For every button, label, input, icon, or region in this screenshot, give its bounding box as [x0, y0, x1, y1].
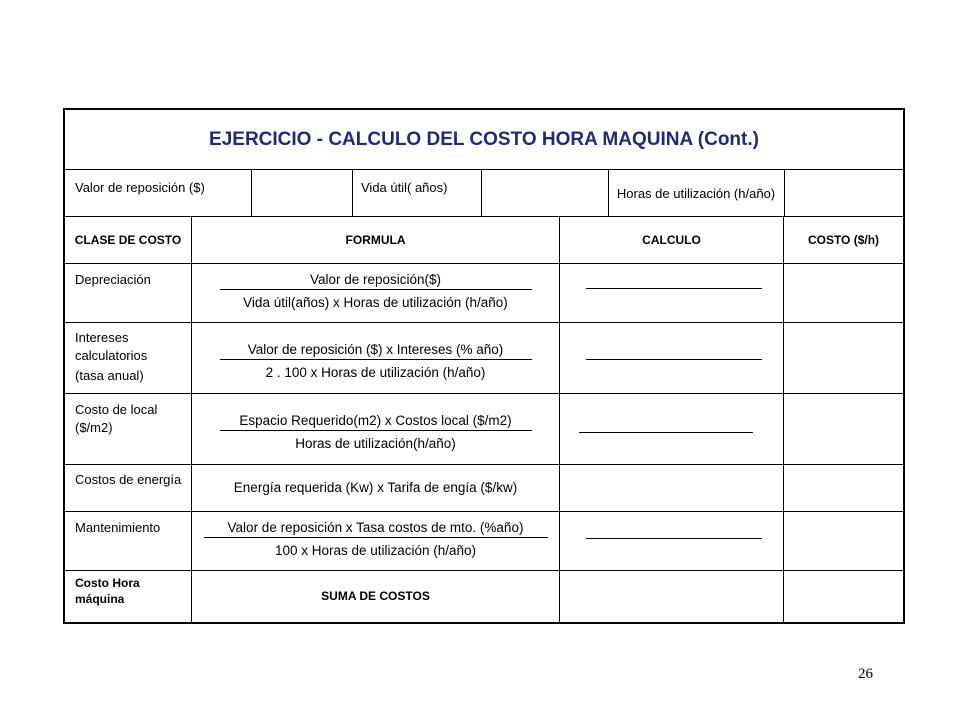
valor-reposicion-label: Valor de reposición ($) — [75, 180, 205, 195]
formula-denominator: 100 x Horas de utilización (h/año) — [274, 543, 477, 558]
calculo-blank-line[interactable] — [579, 432, 753, 433]
calculo-blank-line[interactable] — [586, 359, 762, 360]
row-clase-depreciacion: Depreciación — [75, 272, 151, 287]
header-formula: FORMULA — [345, 232, 406, 247]
valor-reposicion-input[interactable] — [252, 169, 352, 216]
header-clase: CLASE DE COSTO — [74, 232, 182, 247]
table-title: EJERCICIO - CALCULO DEL COSTO HORA MAQUINA (Cont.) — [65, 110, 903, 170]
row-clase-intereses — [75, 329, 189, 385]
formula-numerator: Espacio Requerido(m2) x Costos local ($/m2) — [220, 413, 532, 431]
formula-energia: Energía requerida (Kw) x Tarifa de engía ($/kw) — [233, 480, 518, 495]
horas-utilizacion-input[interactable] — [785, 169, 903, 216]
formula-numerator: Valor de reposición($) — [220, 272, 532, 290]
formula-numerator: Valor de reposición ($) x Intereses (% año) — [220, 342, 532, 360]
formula-total: SUMA DE COSTOS — [321, 589, 430, 603]
vida-util-label: Vida útil( años) — [361, 180, 448, 195]
header-calculo: CALCULO — [642, 232, 701, 247]
formula-depreciacion — [192, 272, 559, 310]
row-clase-energia: Costos de energía — [75, 472, 182, 487]
calculo-blank-line[interactable] — [586, 538, 762, 539]
formula-local — [192, 413, 559, 451]
row-clase-intereses-line2: (tasa anual) — [75, 368, 144, 383]
row-clase-mantenimiento: Mantenimiento — [75, 520, 161, 535]
formula-denominator: 2 . 100 x Horas de utilización (h/año) — [265, 365, 486, 380]
page-number: 26 — [858, 666, 873, 682]
formula-mantenimiento — [192, 520, 559, 558]
formula-denominator: Horas de utilización(h/año) — [295, 436, 456, 451]
formula-numerator: Valor de reposición x Tasa costos de mto. (%año) — [204, 520, 548, 538]
horas-utilizacion-label: Horas de utilización (h/año) — [616, 185, 776, 201]
header-costo: COSTO ($/h) — [807, 232, 880, 247]
row-clase-total: Costo Hora máquina — [75, 576, 140, 606]
cost-table — [63, 108, 905, 624]
calculo-blank-line[interactable] — [586, 288, 762, 289]
formula-denominator: Vida útil(años) x Horas de utilización (h/año) — [243, 295, 508, 310]
formula-intereses — [192, 342, 559, 380]
row-clase-local: Costo de local ($/m2) — [75, 402, 158, 435]
row-clase-intereses-line1: Intereses calculatorios — [75, 330, 148, 363]
vida-util-input[interactable] — [482, 169, 608, 216]
